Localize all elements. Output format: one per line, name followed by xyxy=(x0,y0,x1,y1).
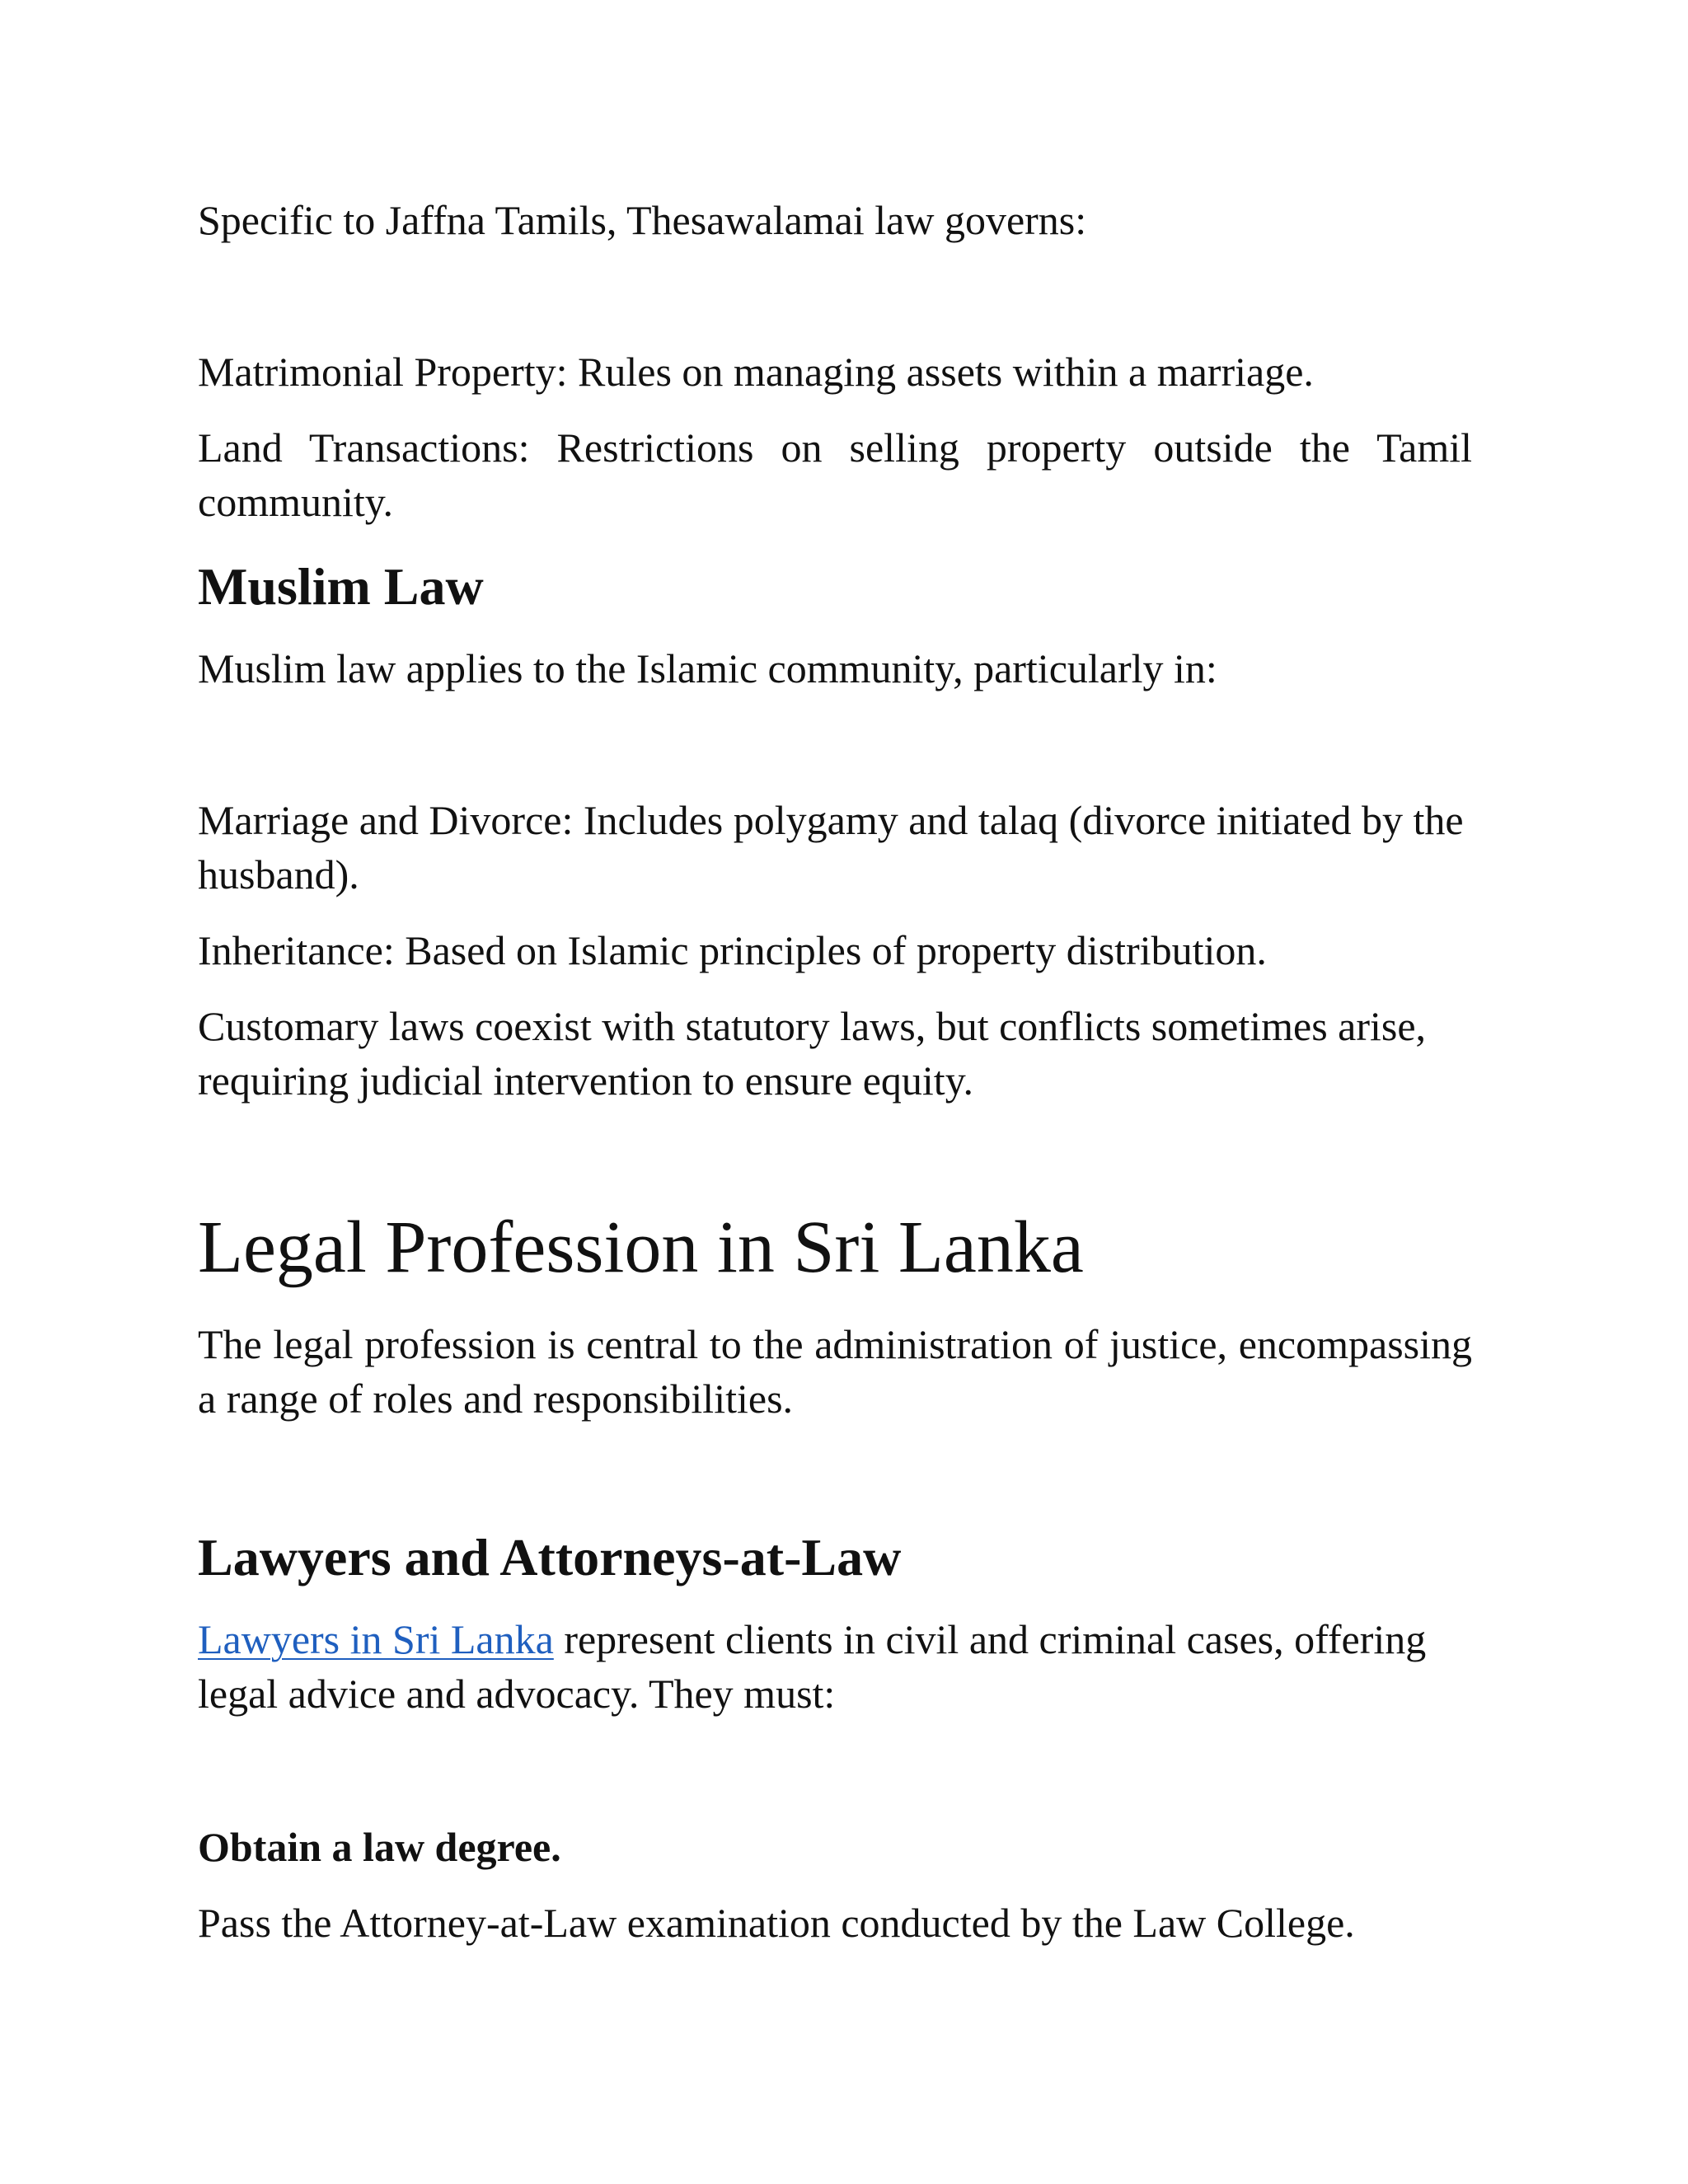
legal-profession-heading: Legal Profession in Sri Lanka xyxy=(198,1207,1084,1288)
marriage-divorce-item: Marriage and Divorce: Includes polygamy and talaq (divorce initiated by the husband). xyxy=(198,797,1464,898)
muslim-law-heading: Muslim Law xyxy=(198,557,484,616)
lawyers-heading: Lawyers and Attorneys-at-Law xyxy=(198,1528,902,1586)
matrimonial-property-item: Matrimonial Property: Rules on managing assets within a marriage. xyxy=(198,349,1314,395)
legal-profession-intro: The legal profession is central to the administration of justice, encompassing a range of roles and responsibilities. xyxy=(198,1321,1472,1422)
requirement-law-degree: Obtain a law degree. xyxy=(198,1824,561,1870)
lawyers-in-sri-lanka-link[interactable]: Lawyers in Sri Lanka xyxy=(198,1616,554,1662)
lawyers-paragraph xyxy=(198,1612,1472,1721)
muslim-law-intro: Muslim law applies to the Islamic community, particularly in: xyxy=(198,645,1217,691)
customary-laws-paragraph: Customary laws coexist with statutory laws, but conflicts sometimes arise, requiring judicial intervention to ensure equity. xyxy=(198,1003,1427,1104)
thesawalamai-intro: Specific to Jaffna Tamils, Thesawalamai law governs: xyxy=(198,197,1087,243)
lawyers-paragraph-text: represent clients in civil and criminal cases, offering legal advice and advocacy. They must: xyxy=(198,1616,1427,1717)
land-transactions-item: Land Transactions: Restrictions on selling property outside the Tamil community. xyxy=(198,424,1472,525)
inheritance-item: Inheritance: Based on Islamic principles of property distribution. xyxy=(198,927,1267,973)
requirement-exam: Pass the Attorney-at-Law examination conducted by the Law College. xyxy=(198,1900,1355,1946)
